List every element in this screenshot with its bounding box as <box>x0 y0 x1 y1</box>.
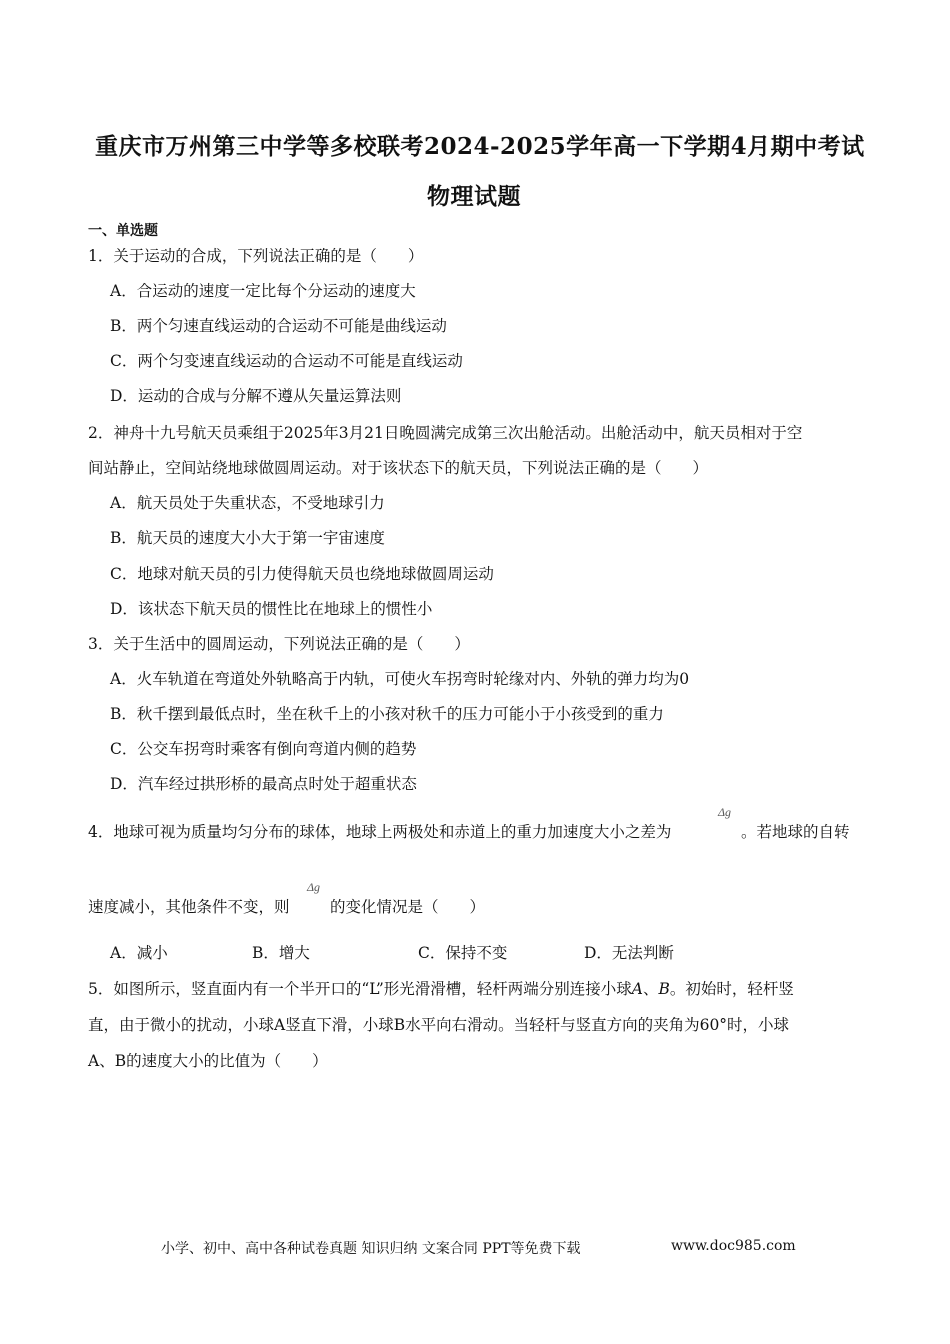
question-2-option-c: C．地球对航天员的引力使得航天员也绕地球做圆周运动 <box>110 565 494 583</box>
question-3-option-a: A．火车轨道在弯道处外轨略高于内轨，可使火车拐弯时轮缘对内、外轨的弹力均为0 <box>110 670 690 688</box>
question-5-stem-part1: 5．如图所示，竖直面内有一个半开口的“L”形光滑滑槽，轻杆两端分别连接小球 <box>88 980 632 998</box>
question-1-option-a: A．合运动的速度一定比每个分运动的速度大 <box>110 282 416 300</box>
question-2-stem-line2: 间站静止，空间站绕地球做圆周运动。对于该状态下的航天员，下列说法正确的是（ ） <box>88 459 709 477</box>
question-5-stem-line2: 直，由于微小的扰动，小球A竖直下滑，小球B水平向右滑动。当轻杆与竖直方向的夹角为60°时，小球 <box>88 1016 790 1034</box>
question-4-option-d: D．无法判断 <box>584 944 674 962</box>
question-5-stem-line1 <box>88 977 794 999</box>
ball-b-label: B <box>658 980 670 998</box>
question-4-stem-line2-part2: 的变化情况是（ ） <box>330 898 486 916</box>
question-5-stem-part2: 。初始时，轻杆竖 <box>669 980 794 998</box>
question-1-option-c: C．两个匀变速直线运动的合运动不可能是直线运动 <box>110 352 463 370</box>
question-4-stem-line1 <box>88 820 671 842</box>
question-2-option-d: D．该状态下航天员的惯性比在地球上的惯性小 <box>110 600 433 618</box>
question-3-stem: 3．关于生活中的圆周运动，下列说法正确的是（ ） <box>88 635 470 653</box>
page-subtitle: 物理试题 <box>427 183 521 210</box>
section-heading: 一、单选题 <box>88 223 158 239</box>
question-1-stem: 1．关于运动的合成，下列说法正确的是（ ） <box>88 247 424 265</box>
question-4-stem-part1: 4．地球可视为质量均匀分布的球体，地球上两极处和赤道上的重力加速度大小之差为 <box>88 823 672 841</box>
question-1-option-b: B．两个匀速直线运动的合运动不可能是曲线运动 <box>110 317 447 335</box>
footer-promo-text: 小学、初中、高中各种试卷真题 知识归纳 文案合同 PPT等免费下载 <box>161 1241 581 1257</box>
question-1-option-d: D．运动的合成与分解不遵从矢量运算法则 <box>110 387 402 405</box>
ball-a-label: A <box>631 980 643 998</box>
question-4-stem-line2-part1: 速度减小，其他条件不变，则 <box>88 898 290 916</box>
question-2-stem-line1: 2．神舟十九号航天员乘组于2025年3月21日晚圆满完成第三次出舱活动。出舱活动中，航天员相对于空 <box>88 424 803 442</box>
question-3-option-b: B．秋千摆到最低点时，坐在秋千上的小孩对秋千的压力可能小于小孩受到的重力 <box>110 705 664 723</box>
question-3-option-d: D．汽车经过拱形桥的最高点时处于超重状态 <box>110 775 417 793</box>
question-5-separator: 、 <box>643 980 659 998</box>
footer-website-link[interactable]: www.doc985.com <box>671 1238 796 1254</box>
question-3-option-c: C．公交车拐弯时乘客有倒向弯道内侧的趋势 <box>110 740 417 758</box>
delta-g-symbol: Δg <box>718 805 732 819</box>
question-4-stem-part2: 。若地球的自转 <box>741 823 850 841</box>
question-2-option-b: B．航天员的速度大小大于第一宇宙速度 <box>110 529 385 547</box>
question-4-option-a: A．减小 <box>110 944 168 962</box>
delta-g-symbol-2: Δg <box>307 880 321 894</box>
question-2-option-a: A．航天员处于失重状态，不受地球引力 <box>110 494 385 512</box>
question-4-option-b: B．增大 <box>252 944 310 962</box>
page-title: 重庆市万州第三中学等多校联考2024-2025学年高一下学期4月期中考试 <box>95 133 865 160</box>
question-4-option-c: C．保持不变 <box>418 944 508 962</box>
question-5-stem-line3: A、B的速度大小的比值为（ ） <box>88 1052 328 1070</box>
